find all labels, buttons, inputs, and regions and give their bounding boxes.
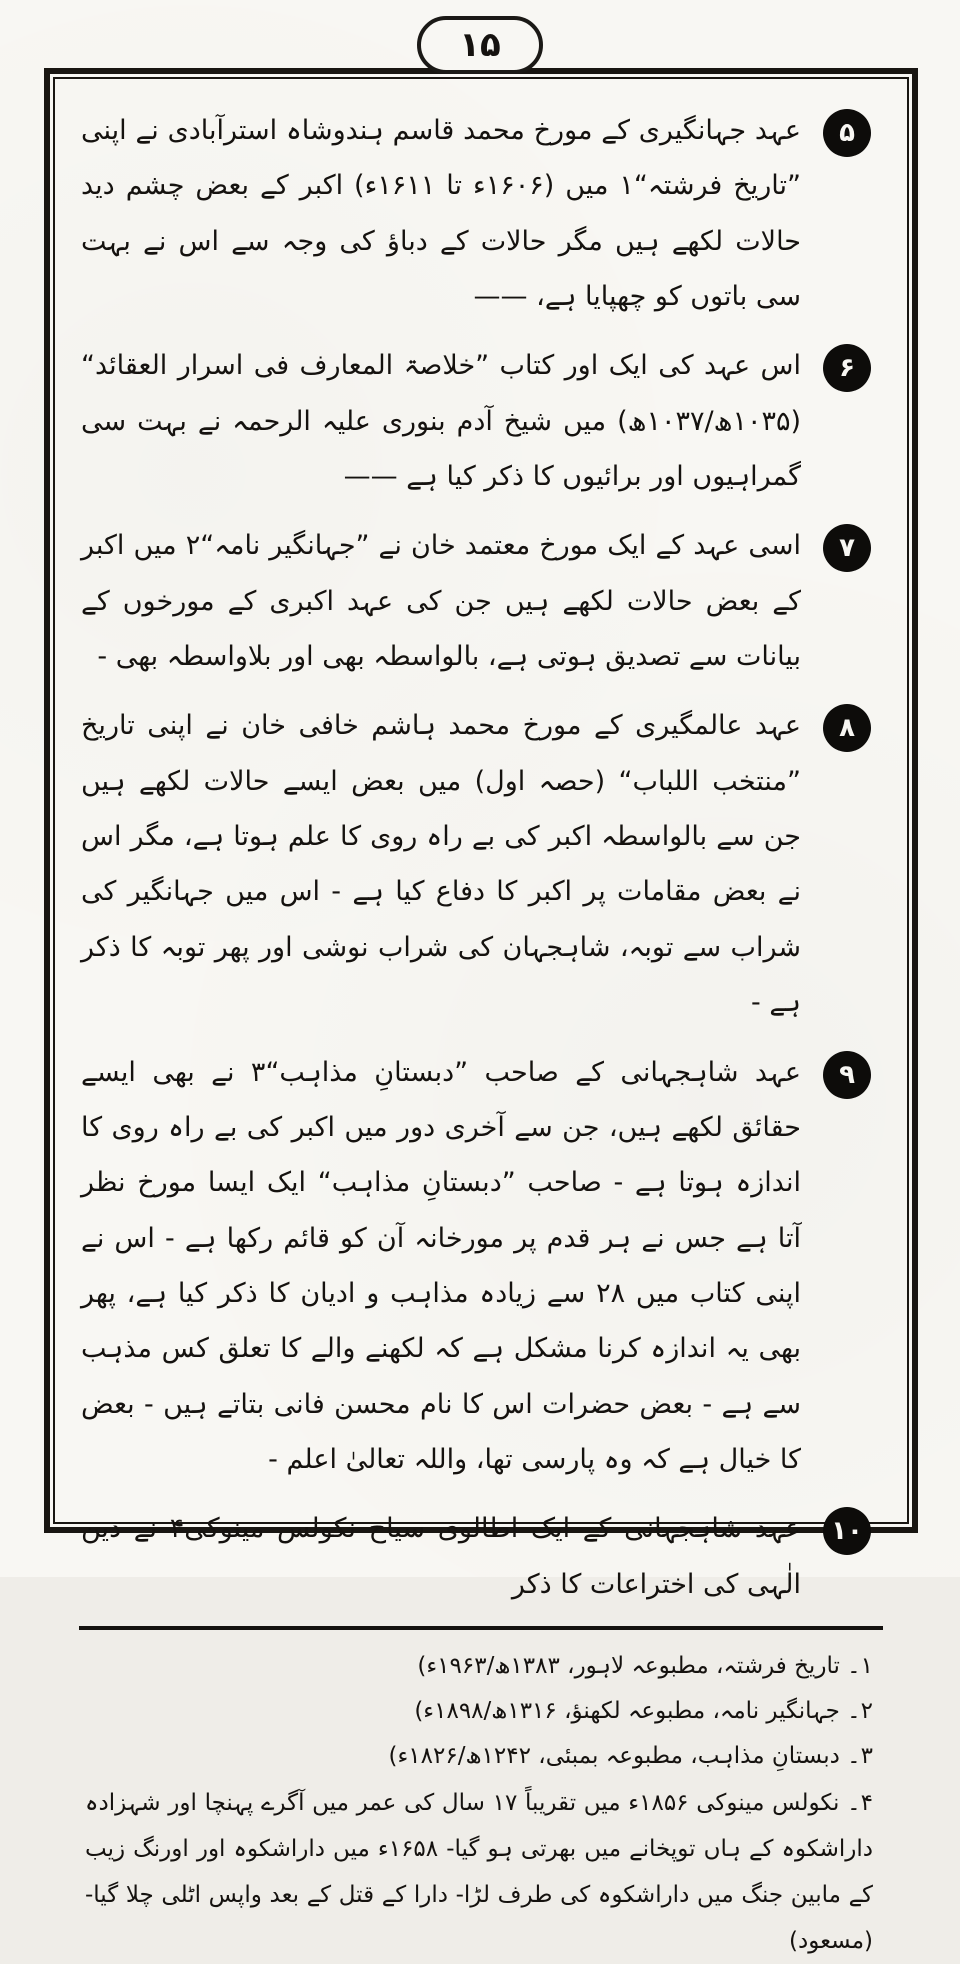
item-text: عہد جہانگیری کے مورخ محمد قاسم ہندوشاہ استرآبادی نے اپنی ”تاریخ فرشتہ“۱ میں (۱۶۰۶ء تا ۱۶۱۱ء) اکبر کے بعض چشم دید حالات لکھے ہیں مگر حالات کے دباؤ کی وجہ سے اس نے بہت سی باتوں کو چھپایا ہے، ——: [81, 115, 801, 313]
footnote-1: ۱۔ تاریخ فرشتہ، مطبوعہ لاہور، ۱۳۸۳ھ/۱۹۶۳ء): [417, 1652, 873, 1679]
list-item-6: [81, 338, 879, 504]
item-number-badge: [823, 1051, 871, 1099]
footnotes-section: [81, 1644, 879, 1964]
page-content: [73, 93, 889, 1955]
list-item-8: [81, 698, 879, 1030]
item-text: عہد شاہجہانی کے ایک اطالوی سیاح نکولس مینوکی۴ نے دین الٰہی کی اختراعات کا ذکر: [81, 1513, 801, 1600]
list-item-7: [81, 518, 879, 684]
page-number: ۱۵: [459, 25, 501, 65]
footnote-4: ۴۔ نکولس مینوکی ۱۸۵۶ء میں تقریباً ۱۷ سال کی عمر میں آگرے پہنچا اور شہزادہ داراشکوہ کے ہاں توپخانے میں بھرتی ہو گیا- ۱۶۵۸ء میں داراشکوہ اور اورنگ زیب کے مابین جنگ میں داراشکوہ کی طرف لڑا- دارا کے قتل کے بعد واپس اٹلی چلا گیا- (مسعود): [85, 1790, 874, 1955]
item-number: ۱۰: [831, 1516, 863, 1547]
item-text: اس عہد کی ایک اور کتاب ”خلاصۃ المعارف فی اسرار العقائد“ (۱۰۳۵ھ/۱۰۳۷ھ) میں شیخ آدم بنوری علیہ الرحمہ نے بہت سی گمراہیوں اور برائیوں کا ذکر کیا ہے ——: [81, 350, 801, 493]
footnote-divider: [79, 1626, 883, 1630]
item-text: اسی عہد کے ایک مورخ معتمد خان نے ”جہانگیر نامہ“۲ میں اکبر کے بعض حالات لکھے ہیں جن کی عہد اکبری کے مورخوں کے بیانات سے تصدیق ہوتی ہے، بالواسطہ بھی اور بلاواسطہ بھی -: [81, 530, 801, 673]
page-border-frame: [44, 68, 918, 1955]
page-border-frame-inner: [53, 77, 909, 1955]
item-number-badge: [823, 1507, 871, 1555]
item-number: ۷: [839, 533, 855, 564]
footnote-2: ۲۔ جہانگیر نامہ، مطبوعہ لکھنؤ، ۱۳۱۶ھ/۱۸۹۸ء): [414, 1697, 873, 1724]
item-number-badge: [823, 704, 871, 752]
item-text: عہد شاہجہانی کے صاحب ”دبستانِ مذاہب“۳ نے بھی ایسے حقائق لکھے ہیں، جن سے آخری دور میں اکبر کی بے راہ روی کا اندازہ ہوتا ہے - صاحب ”دبستانِ مذاہب“ ایک ایسا مورخ نظر آتا ہے جس نے ہر قدم پر مورخانہ آن کو قائم رکھا ہے - اس نے اپنی کتاب میں ۲۸ سے زیادہ مذاہب و ادیان کا ذکر کیا ہے، پھر بھی یہ اندازہ کرنا مشکل ہے کہ لکھنے والے کا تعلق کس مذہب سے ہے - بعض حضرات اس کا نام محسن فانی بتاتے ہیں - بعض کا خیال ہے کہ وہ پارسی تھا، واللہ تعالیٰ اعلم -: [81, 1056, 801, 1475]
list-item-5: [81, 103, 879, 324]
item-number: ۸: [839, 713, 855, 744]
page-number-badge: [417, 16, 543, 74]
item-number-badge: [823, 344, 871, 392]
item-number: ۶: [839, 353, 855, 384]
item-text: عہد عالمگیری کے مورخ محمد ہاشم خافی خان نے اپنی تاریخ ”منتخب اللباب“ (حصہ اول) میں بعض ایسے حالات لکھے ہیں جن سے بالواسطہ اکبر کی بے راہ روی کا علم ہوتا ہے، مگر اس نے بعض مقامات پر اکبر کا دفاع کیا ہے - اس میں جہانگیر کی شراب سے توبہ، شاہجہان کی شراب نوشی اور پھر توبہ کا ذکر ہے -: [81, 710, 801, 1019]
item-number-badge: [823, 524, 871, 572]
item-number-badge: [823, 109, 871, 157]
list-item-10: [81, 1501, 879, 1612]
item-number: ۹: [839, 1059, 855, 1090]
list-item-9: [81, 1045, 879, 1488]
footnote-3: ۳۔ دبستانِ مذاہب، مطبوعہ بمبئی، ۱۲۴۲ھ/۱۸۲۶ء): [388, 1742, 873, 1769]
item-number: ۵: [839, 118, 855, 148]
